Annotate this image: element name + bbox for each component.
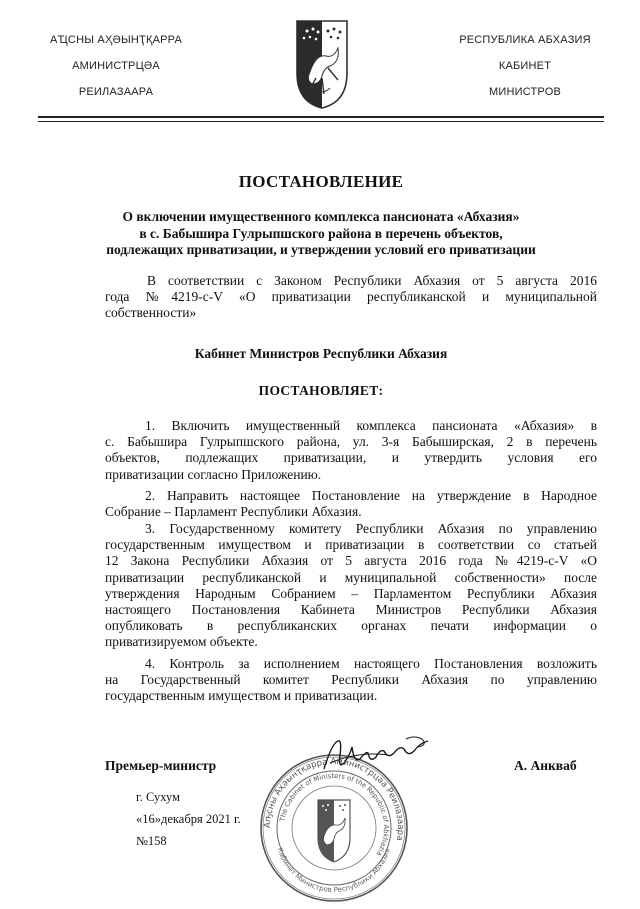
preamble [105, 273, 597, 322]
decree-line: приватизации республиканской и муниципальной собственности» после [105, 569, 597, 585]
header-right-line-2: КАБИНЕТ [498, 60, 552, 72]
issue-place: г. Сухум [136, 790, 181, 804]
seal-bottom-text: Кабинет Министров Республики Абхазия [275, 846, 392, 895]
decree-item-2 [105, 488, 597, 520]
decree-line: на Государственный комитет Республики Абхазия по управлению [105, 672, 597, 688]
issuing-authority: Кабинет Министров Республики Абхазия [194, 346, 448, 361]
document-title: ПОСТАНОВЛЕНИЕ [238, 172, 404, 191]
decree-line: 12 Закона Республики Абхазия от 5 августа 2016 года №4219-с-V «О [105, 553, 597, 569]
decree-line: государственным имуществом и приватизации. [105, 688, 378, 704]
preamble-line: года №4219-с-V «О приватизации республиканской и муниципальной [105, 289, 597, 305]
issue-date: «16»декабря 2021 г. [136, 812, 241, 826]
decree-line: Собрание – Парламент Республики Абхазия. [105, 504, 362, 520]
decree-line: утверждения Народным Собранием – Парламентом Республики Абхазия [105, 585, 597, 601]
signatory-name: А. Анкваб [514, 758, 577, 773]
decree-line: настоящего Постановления Кабинета Министров Республики Абхазия [105, 602, 597, 618]
decree-line: с. Бабышира Гулрыпшского района, ул. 3-я Бабыширская, 2 в перечень [105, 434, 597, 450]
header-left-line-3: РЕИЛАЗААРА [78, 86, 154, 98]
decree-item-4 [105, 656, 597, 705]
decree-item-3 [105, 521, 597, 651]
header-left-line-1: АҴСНЫ АҲӘЫНҬҚАРРА [50, 34, 182, 46]
subject-line: О включении имущественного комплекса пансионата «Абхазия» [122, 209, 520, 224]
document-number: №158 [136, 834, 167, 848]
decree-line: 1. Включить имущественный комплекса пансионата «Абхазия» в [145, 418, 597, 433]
decree-line: опубликовать в республиканских органах печати информации о [105, 618, 597, 634]
signatory-title: Премьер-министр [105, 758, 217, 773]
header-rule-thin [38, 121, 604, 122]
decree-line: 4. Контроль за исполнением настоящего Постановления возложить [145, 656, 597, 671]
decree-line: государственным имуществом и приватизации в соответствии со статьей [105, 537, 597, 553]
coat-of-arms-icon [294, 18, 350, 110]
header-rule-thick [38, 116, 604, 118]
header-left-line-2: АМИНИСТРЦӘА [72, 60, 160, 72]
decrees-heading: ПОСТАНОВЛЯЕТ: [258, 383, 384, 398]
header-right-line-1: РЕСПУБЛИКА АБХАЗИЯ [459, 34, 591, 46]
decree-line: объектов, подлежащих приватизации, и утвердить условия его [105, 450, 597, 466]
document-subject [60, 209, 582, 259]
decree-item-1 [105, 418, 597, 483]
preamble-line: В соответствии с Законом Республики Абхазия от 5 августа 2016 [147, 273, 597, 288]
subject-line: в с. Бабышира Гулрыпшского района в перечень объектов, [139, 225, 503, 241]
header-right-line-3: МИНИСТРОВ [488, 86, 561, 98]
decree-line: приватизируемом объекте. [105, 634, 258, 650]
seal-outer-text: Аҧсны Аҳәынҭқарра Аминистрцәа Реилазаара [262, 756, 406, 842]
handwritten-signature-icon [318, 733, 438, 778]
decree-line: 3. Государственному комитету Республики Абхазия по управлению [145, 521, 597, 536]
preamble-line: собственности» [105, 305, 197, 321]
seal-inner-text: The Cabinet of Ministers of the Republic of Abkhazia [278, 771, 391, 858]
decree-line: 2. Направить настоящее Постановление на утверждение в Народное [145, 488, 597, 503]
subject-line: подлежащих приватизации, и утверждении условий его приватизации [106, 242, 536, 257]
decree-line: приватизации согласно Приложению. [105, 466, 322, 482]
